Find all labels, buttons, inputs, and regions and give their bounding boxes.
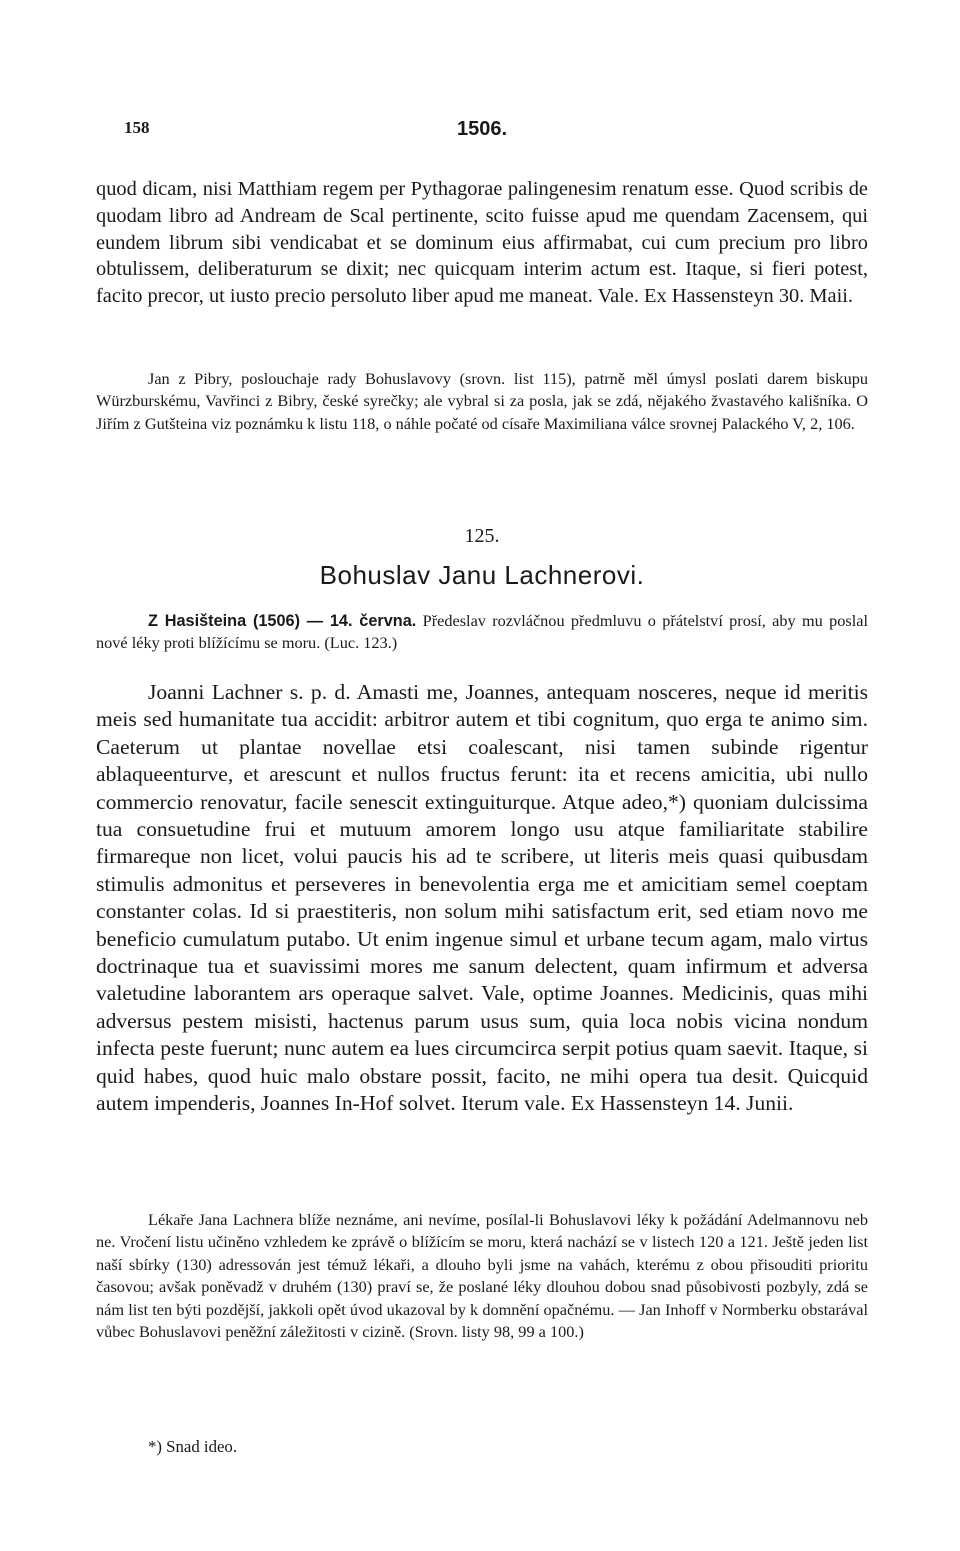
continued-letter-paragraph: quod dicam, nisi Matthiam regem per Pythagorae palingenesim renatum esse. Quod scribis de quodam libro ad Andream de Scal pertinente, scito fuisse apud me quendam Zacensem, qui eundem librum sibi vendicabat et se dominum eius affirmabat, cui cum precium pro libro obtulissem, deliberaturum se dixit; nec quicquam interim actum est. Itaque, si fieri potest, facito precor, ut iusto precio persoluto liber apud me maneat. Vale. Ex Hassensteyn 30. Maii. xyxy=(96,178,868,308)
letter-title: Bohuslav Janu Lachnerovi. xyxy=(319,560,645,590)
running-head: 1506. xyxy=(456,118,508,140)
letter-body xyxy=(96,679,868,1118)
letter-regest xyxy=(96,610,868,655)
letter-summary: Předeslav rozvláčnou předmluvu o přátelství prosí, aby mu poslal nové léky proti blížícímu se moru. (Luc. 123.) xyxy=(96,611,868,653)
letter-body-text: Joanni Lachner s. p. d. Amasti me, Joannes, antequam nosceres, neque id meritis meis sed humanitate tua accidit: arbitror autem et tibi cognitum, quo erga te animo sim. Caeterum ut plantae novellae etsi coalescant, nisi tamen subinde rigentur ablaqueenturve, et arescunt et nullos fructus ferunt: ita et recens amicitia, ubi nullo commercio renovatur, facile senescit extinguiturque. Atque adeo,*) quoniam dulcissima tua consuetudine frui et mutuum amorem longo usu atque familiaritate stabilire firmareque non licet, volui paucis his ad te scribere, ut literis meis quasi quibusdam stimulis admonitus et perseveres in benevolentia erga me et amicitiam semel coeptam constanter colas. Id si praestiteris, non solum mihi satisfactum erit, sed etiam novo me beneficio cumulatum putabo. Ut enim ingenue simul et urbane tecum agam, malo virtus doctrinaque tua et suavissimi mores me sanum delectent, quam infirmum et adversa valetudine laborantem ars operaque salvet. Vale, optime Joannes. Medicinis, quas mihi adversus pestem misisti, hactenus parum usus sum, quia loca nobis vicina nondum infecta peste fuerunt; nunc autem ea lues circumcirca serpit potius quam saevit. Itaque, si quid habes, quod huic malo obstare possit, facito, ne mihi opera tua desit. Quicquid autem impenderis, Joannes In-Hof solvet. Iterum vale. Ex Hassensteyn 14. Junii. xyxy=(96,680,868,1116)
page-number: 158 xyxy=(124,118,150,137)
editorial-note-2 xyxy=(96,1209,868,1343)
editorial-note-1 xyxy=(96,368,868,435)
footnote: *) Snad ideo. xyxy=(148,1437,238,1456)
continued-letter-text xyxy=(96,176,868,310)
letter-place-date: Z Hasišteina (1506) — 14. června. xyxy=(148,612,417,630)
page-header xyxy=(96,118,868,142)
letter-number: 125. xyxy=(464,525,500,547)
editorial-note-1-text: Jan z Pibry, poslouchaje rady Bohuslavovy (srovn. list 115), patrně měl úmysl poslati darem biskupu Würzburskému, Vavřinci z Bibry, české syrečky; ale vybral si za posla, jak se zdá, nějakého žvastavého kališníka. O Jiřím z Gutšteina viz poznámku k listu 118, o náhle počaté od císaře Maximiliana válce srovnej Palackého V, 2, 106. xyxy=(96,369,868,433)
editorial-note-2-text: Lékaře Jana Lachnera blíže neznáme, ani nevíme, posílal-li Bohuslavovi léky k požádání Adelmannovu neb ne. Vročení listu učiněno vzhledem ke zprávě o blížícím se moru, která nachází se v listech 120 a 121. Ještě jeden list naší sbírky (130) adressován jest témuž lékaři, a dlouho byli jsme na vahách, kterému z obou přisouditi prioritu časovou; avšak poněvadž v druhém (130) praví se, že poslané léky dlouhou dobou snad působivosti pozbyly, zdá se nám list ten býti pozdější, jakkoli opět úvod ukazoval by k domnění opačnému. — Jan Inhoff v Normberku obstarával vůbec Bohuslavovi peněžní záležitosti v cizině. (Srovn. listy 98, 99 a 100.) xyxy=(96,1210,868,1342)
